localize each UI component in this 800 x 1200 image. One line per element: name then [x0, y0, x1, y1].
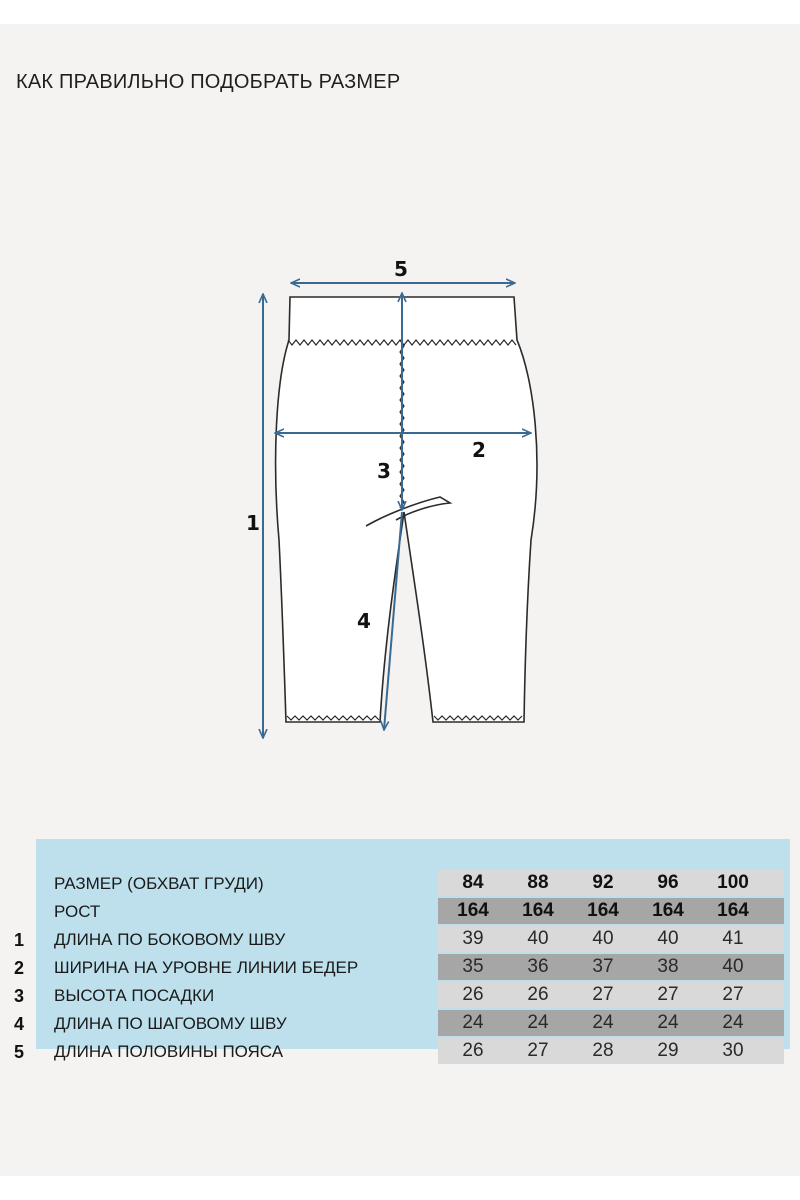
table-cell: 27	[657, 984, 679, 1005]
table-cell: 27	[527, 1040, 549, 1061]
pants-outline	[276, 297, 537, 722]
row-values	[438, 1038, 784, 1064]
table-cell: 30	[722, 1040, 744, 1061]
table-cell: 96	[657, 872, 679, 893]
table-row	[36, 926, 790, 954]
table-cell: 24	[527, 1012, 549, 1033]
row-label: ДЛИНА ПОЛОВИНЫ ПОЯСА	[54, 1042, 284, 1061]
table-row	[36, 1010, 790, 1038]
measure-label-5: 5	[394, 257, 408, 281]
table-row	[36, 898, 790, 926]
measure-label-4: 4	[357, 609, 371, 633]
table-cell: 36	[527, 956, 549, 977]
table-cell: 41	[722, 928, 744, 949]
row-number: 4	[14, 1014, 25, 1034]
row-number: 2	[14, 958, 25, 978]
table-cell: 24	[592, 1012, 614, 1033]
row-label: ВЫСОТА ПОСАДКИ	[54, 986, 215, 1005]
table-cell: 26	[527, 984, 549, 1005]
table-cell: 88	[527, 872, 549, 893]
table-cell: 84	[462, 872, 484, 893]
table-cell: 24	[722, 1012, 744, 1033]
table-cell: 40	[592, 928, 614, 949]
table-cell: 164	[717, 900, 749, 921]
row-values	[438, 898, 784, 924]
table-cell: 164	[652, 900, 684, 921]
table-cell: 29	[657, 1040, 679, 1061]
row-values	[438, 982, 784, 1008]
table-cell: 37	[592, 956, 614, 977]
table-cell: 40	[722, 956, 744, 977]
table-cell: 27	[722, 984, 744, 1005]
table-cell: 24	[657, 1012, 679, 1033]
row-values	[438, 1010, 784, 1036]
table-cell: 164	[587, 900, 619, 921]
row-label: ДЛИНА ПО ШАГОВОМУ ШВУ	[54, 1014, 287, 1033]
table-row	[36, 982, 790, 1010]
measure-label-3: 3	[377, 459, 391, 483]
row-number: 1	[14, 930, 25, 950]
row-label: ДЛИНА ПО БОКОВОМУ ШВУ	[54, 930, 286, 949]
measure-label-1: 1	[246, 511, 260, 535]
row-label: РАЗМЕР (ОБХВАТ ГРУДИ)	[54, 874, 264, 893]
table-cell: 26	[462, 1040, 484, 1061]
size-table	[36, 839, 790, 1061]
table-cell: 38	[657, 956, 679, 977]
table-cell: 164	[522, 900, 554, 921]
table-cell: 100	[717, 872, 749, 893]
row-label: РОСТ	[54, 902, 101, 921]
table-cell: 40	[527, 928, 549, 949]
measure-label-2: 2	[472, 438, 486, 462]
table-row	[36, 870, 790, 898]
row-values	[438, 954, 784, 980]
table-cell: 27	[592, 984, 614, 1005]
row-number: 3	[14, 986, 25, 1006]
table-cell: 35	[462, 956, 484, 977]
table-cell: 92	[592, 872, 614, 893]
table-cell: 24	[462, 1012, 484, 1033]
table-row	[36, 954, 790, 982]
table-cell: 28	[592, 1040, 614, 1061]
row-label: ШИРИНА НА УРОВНЕ ЛИНИИ БЕДЕР	[54, 958, 359, 977]
table-cell: 40	[657, 928, 679, 949]
row-values	[438, 926, 784, 952]
table-cell: 26	[462, 984, 484, 1005]
row-values	[438, 870, 784, 896]
table-row	[36, 1038, 790, 1066]
table-cell: 39	[462, 928, 484, 949]
table-cell: 164	[457, 900, 489, 921]
row-number: 5	[14, 1042, 25, 1062]
page-title: КАК ПРАВИЛЬНО ПОДОБРАТЬ РАЗМЕР	[16, 71, 401, 93]
